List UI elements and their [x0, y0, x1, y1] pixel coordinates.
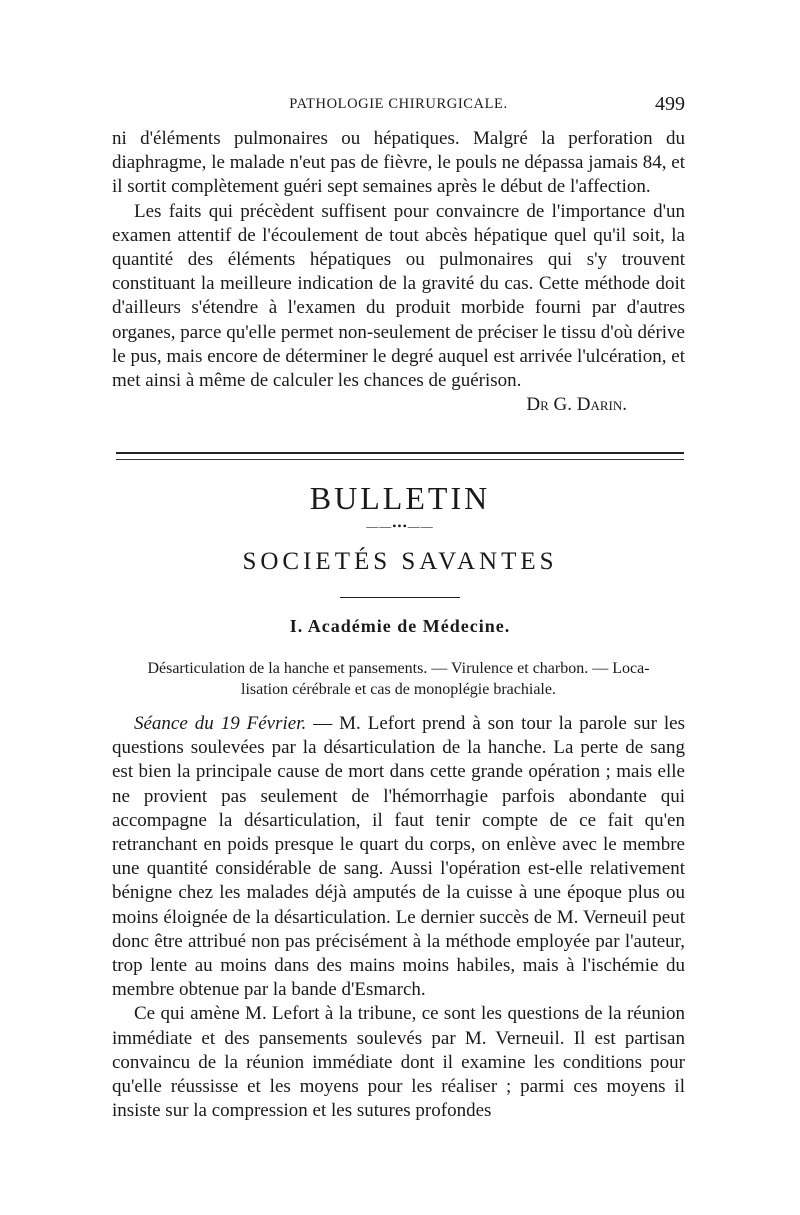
report-paragraph-1 — [112, 712, 685, 1002]
report-paragraph-2: Ce qui amène M. Lefort à la tribune, ce sont les questions de la réunion immédiate et des pansements soulevés par M. Verneuil. Il est partisan convaincu de la réunion immédiate dont il examine les conditions pour qu'elle réussisse et les moyens pour les réaliser ; parmi ces moyens il insiste sur la compression et les sutures profondes — [112, 1003, 685, 1122]
paragraph-1: ni d'éléments pulmonaires ou hépatiques. Malgré la perforation du diaphragme, le malade n'eut pas de fièvre, le pouls ne dépassa jamais 84, et il sortit complètement guéri sept semaines après le début de l'affection. — [112, 128, 685, 198]
title-ornament: ——•••—— — [366, 519, 434, 533]
running-head: PATHOLOGIE CHIRURGICALE. — [289, 96, 508, 112]
seance-date: Séance du 19 Février. — [134, 713, 307, 734]
author-signature: Dr G. Darin. — [526, 394, 627, 416]
bulletin-title: BULLETIN — [309, 480, 491, 516]
session-report — [112, 712, 685, 1123]
article-ending — [112, 127, 685, 417]
section-heading: I. Académie de Médecine. — [289, 616, 511, 636]
societes-subtitle: SOCIETÉS SAVANTES — [242, 548, 558, 575]
signature-line — [112, 393, 685, 417]
report-paragraph-1-text: — M. Lefort prend à son tour la parole sur les questions soulevées par la désarticulation de la hanche. La perte de sang est bien la principale cause de mort dans cette grande opération ; mais elle ne provient pas seulement de l'hémorrhagie parfois abondante qui accompagne la désarticulation, il faut tenir compte de ce fait qu'en retranchant en poids presque le quart du corps, on enlève avec le membre une quantité considérable de sang. Aussi l'opération est-elle relativement bénigne chez les malades déjà amputés de la cuisse à une époque plus ou moins éloignée de la désarticulation. Le dernier succès de M. Verneuil peut donc être attribué non pas précisément à la méthode employée par l'auteur, trop lente au moins dans des mains moins habiles, mais à l'ischémie du membre obtenue par la bande d'Esmarch. — [112, 713, 685, 1001]
page-header — [112, 93, 685, 120]
double-rule-top — [116, 452, 684, 454]
summary-line-1: Désarticulation de la hanche et pansements. — Virulence et charbon. — Loca- — [147, 660, 650, 677]
section-rule — [340, 597, 460, 598]
paragraph-2: Les faits qui précèdent suffisent pour convaincre de l'importance d'un examen attentif de l'écoulement de tout abcès hépatique quel qu'il soit, la quantité des éléments hépatiques ou pulmonaires qui s'y trouvent constituant la meilleure indication de la gravité du cas. Cette méthode doit d'ailleurs s'étendre à l'examen du produit morbide fourni par d'autres organes, parce qu'elle permet non-seulement de préciser le tissu d'où dérive le pus, mais encore de déterminer le degré auquel est arrivée l'ulcération, et met ainsi à même de calculer les chances de guérison. — [112, 200, 685, 392]
session-summary — [112, 658, 685, 700]
page-number: 499 — [655, 93, 685, 115]
summary-line-2: lisation cérébrale et cas de monoplégie brachiale. — [241, 681, 556, 698]
double-rule-bottom — [116, 459, 684, 460]
